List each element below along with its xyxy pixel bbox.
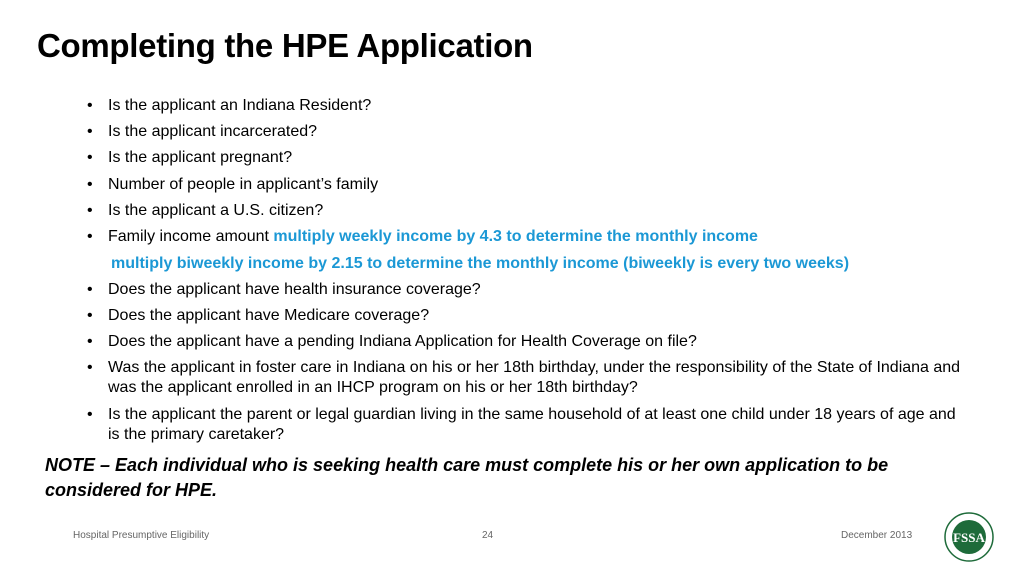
note-text: NOTE – Each individual who is seeking health care must complete his or her own application to be considered for HPE. [45,455,889,500]
bullet-text-wrap [108,280,967,300]
bullet-item [87,405,967,445]
income-continuation: multiply biweekly income by 2.15 to determine the monthly income (biweekly is every two weeks) [111,255,850,272]
fssa-logo [944,512,994,562]
bullet-text-wrap [108,227,967,247]
bullet-highlight: multiply weekly income by 4.3 to determine the monthly income [273,228,758,245]
bullet-text: Number of people in applicant’s family [108,176,379,193]
bullet-icon: • [87,176,93,193]
bullet-icon: • [87,97,93,114]
bullet-text-wrap [108,405,967,445]
bullet-icon: • [87,406,93,423]
bullet-icon: • [87,228,93,245]
bullet-item [87,227,967,247]
bullet-icon: • [87,307,93,324]
bullet-text: Is the applicant a U.S. citizen? [108,202,324,219]
bullet-item [87,332,967,352]
bullet-item [87,306,967,326]
bullet-item [87,148,967,168]
bullet-text: Does the applicant have health insurance coverage? [108,281,481,298]
bullet-text-wrap [108,358,967,398]
footer-title: Hospital Presumptive Eligibility [73,530,210,541]
bullet-text: Does the applicant have Medicare coverage? [108,307,430,324]
bullet-item [87,175,967,195]
svg-text:FSSA: FSSA [953,530,985,545]
footer-date: December 2013 [841,530,913,541]
bullet-item [87,96,967,116]
slide-title: Completing the HPE Application [37,27,533,64]
bullet-item [87,358,967,398]
bullet-text-wrap [108,96,967,116]
bullet-text-wrap [108,201,967,221]
bullet-icon: • [87,149,93,166]
bullet-icon: • [87,281,93,298]
bullet-text-wrap [108,148,967,168]
bullet-text: Does the applicant have a pending Indiana Application for Health Coverage on file? [108,333,697,350]
bullet-text: Was the applicant in foster care in Indiana on his or her 18th birthday, under the responsibility of the State of Indiana and was the applicant enrolled in an IHCP program on his or her 18th birthday? [108,359,961,396]
bullet-item [87,280,967,300]
bullet-item [87,122,967,142]
bullet-text-wrap [108,122,967,142]
bullet-icon: • [87,123,93,140]
bullet-text: Is the applicant the parent or legal guardian living in the same household of at least one child under 18 years of age and is the primary caretaker? [108,406,956,443]
bullet-text: Is the applicant incarcerated? [108,123,318,140]
bullet-text-wrap [108,175,967,195]
bullet-text: Family income amount [108,228,274,245]
bullet-text: Is the applicant pregnant? [108,149,293,166]
page-number: 24 [482,530,494,541]
bullet-text-wrap [108,332,967,352]
bullet-icon: • [87,202,93,219]
bullet-icon: • [87,359,93,376]
bullet-icon: • [87,333,93,350]
bullet-text-wrap [108,306,967,326]
bullet-item [87,201,967,221]
bullet-text: Is the applicant an Indiana Resident? [108,97,372,114]
